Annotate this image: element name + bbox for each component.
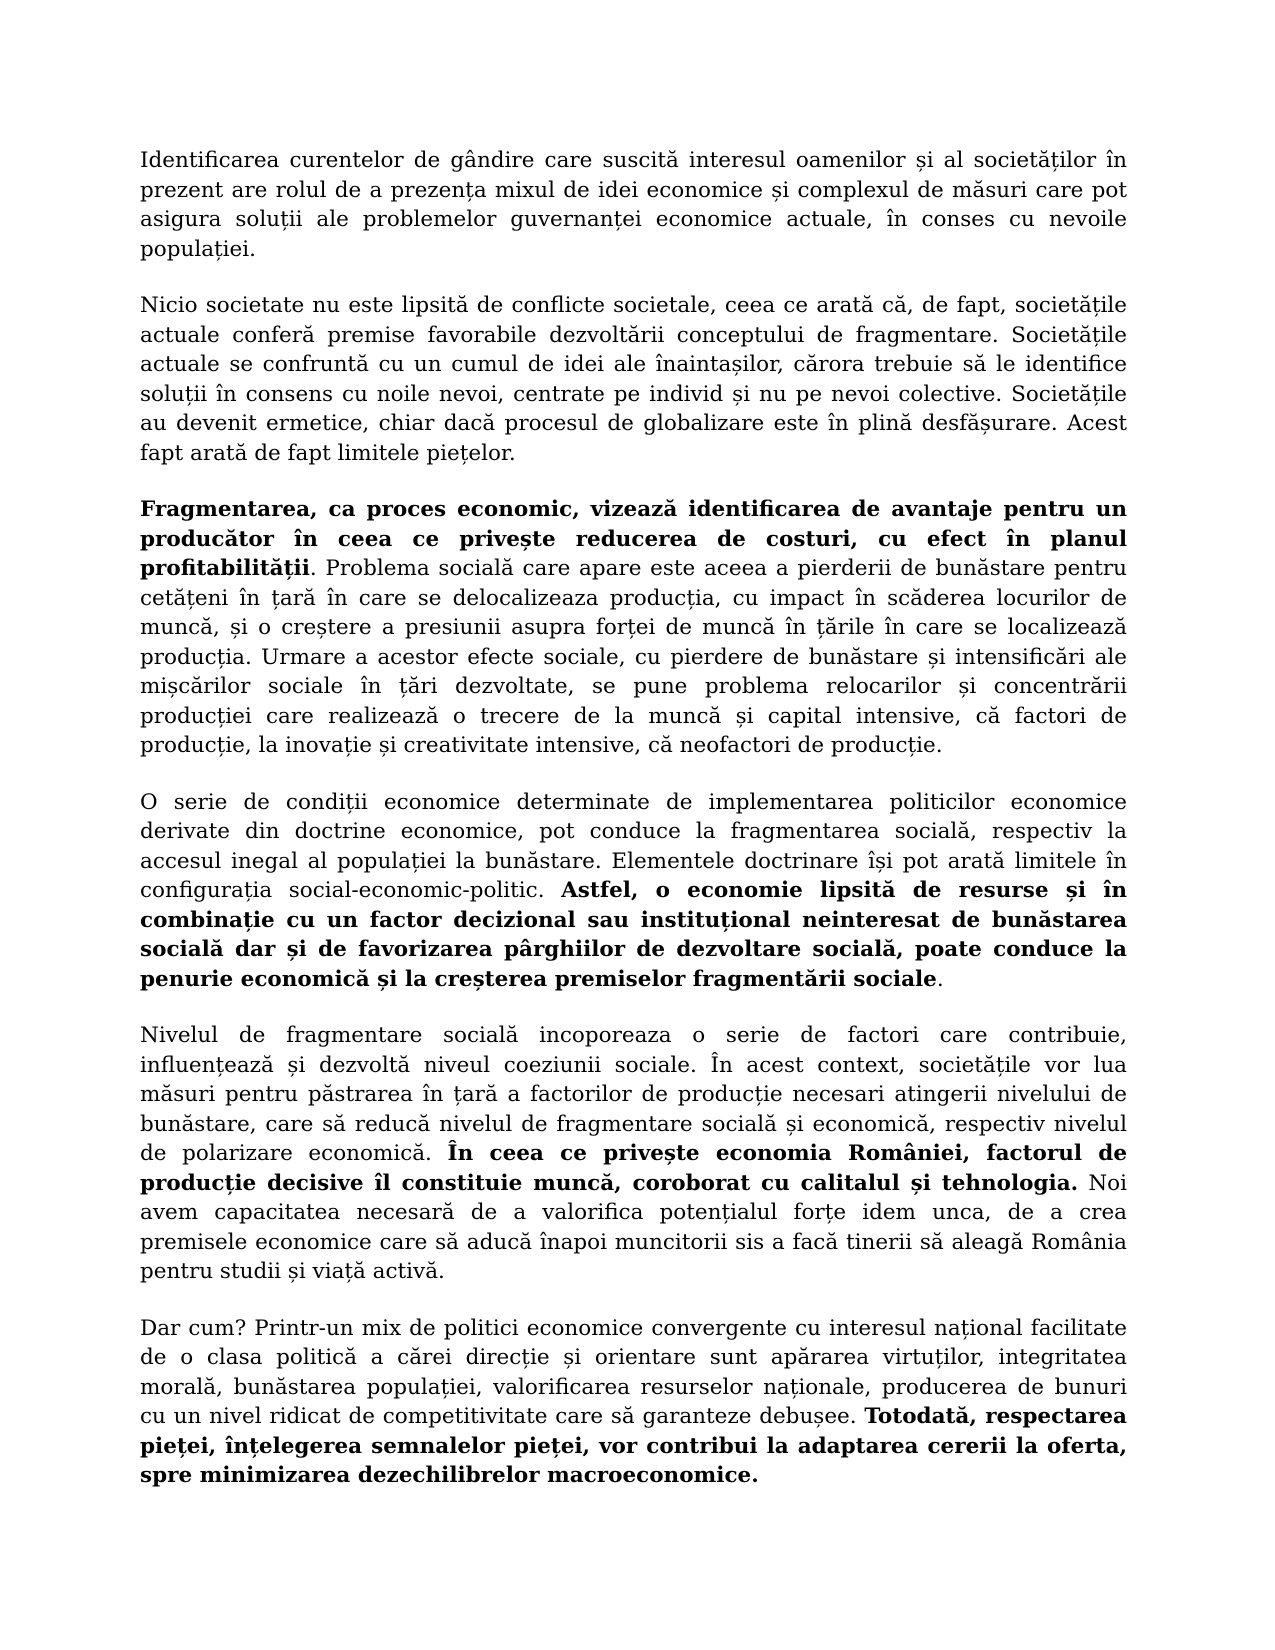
bold-text-run: Astfel, o economie lipsită de resurse și în combinație cu un factor decizional sau instituțional neinteresat de bunăstarea socială dar și de favorizarea pârghiilor de dezvoltare socială, poate conduce la penurie economică și la creșterea premiselor fragmentării sociale — [140, 878, 1128, 992]
paragraph-1 — [140, 146, 1127, 264]
paragraph-3 — [140, 495, 1127, 761]
document-body — [140, 146, 1127, 1491]
text-run: O serie de condiții economice determinate de implementarea politicilor economice derivate din doctrine economice, pot conduce la fragmentarea socială, respectiv la accesul inegal al populației la bunăstare. Elementele doctrinare își pot arată limitele în configurația social-economic-politic. — [140, 789, 1127, 903]
bold-text-run: Fragmentarea, ca proces economic, vizează identificarea de avantaje pentru un producător în ceea ce privește reducerea de costuri, cu efect în planul profitabilității — [140, 497, 1127, 581]
text-run: Nicio societate nu este lipsită de conflicte societale, ceea ce arată că, de fapt, societățile actuale conferă premise favorabile dezvoltării conceptului de fragmentare. Societățile actuale se confruntă cu un cumul de idei ale înaintașilor, cărora trebuie să le identifice soluții în consens cu noile nevoi, centrate pe individ și nu pe nevoi colective. Societățile au devenit ermetice, chiar dacă procesul de globalizare este în plină desfășurare. Acest fapt arată de fapt limitele piețelor. — [140, 293, 1127, 466]
paragraph-5 — [140, 1021, 1127, 1287]
bold-text-run: Totodată, respectarea pieței, înțelegerea semnalelor pieței, vor contribui la adaptarea cererii la oferta, spre minimizarea dezechilibrelor macroeconomice. — [140, 1404, 1127, 1488]
paragraph-2 — [140, 291, 1127, 468]
text-run: Nivelul de fragmentare socială incoporeaza o serie de factori care contribuie, influențează și dezvoltă niveul coeziunii sociale. În acest context, societățile vor lua măsuri pentru păstrarea în țară a factorilor de producție necesari atingerii nivelului de bunăstare, care să reducă nivelul de fragmentare socială și economică, respectiv nivelul de polarizare economică. — [140, 1023, 1127, 1166]
text-run: Dar cum? Printr-un mix de politici economice convergente cu interesul național facilitate de o clasa politică a cărei direcție și orientare sunt apărarea virtuților, integritatea morală, bunăstarea populației, valorificarea resurselor naționale, producerea de bunuri cu un nivel ridicat de competitivitate care să garanteze debușee. — [140, 1315, 1127, 1429]
paragraph-4 — [140, 788, 1127, 995]
paragraph-6 — [140, 1314, 1127, 1491]
bold-text-run: În ceea ce privește economia României, factorul de producție decisive îl constituie muncă, coroborat cu calitalul și tehnologia. — [140, 1141, 1127, 1196]
text-run: . — [936, 966, 944, 992]
text-run: Noi avem capacitatea necesară de a valorifica potențialul forțe idem unca, de a crea premisele economice care să aducă înapoi muncitorii sis a facă tinerii să aleagă România pentru studii și viață activă. — [140, 1170, 1128, 1284]
text-run: Identificarea curentelor de gândire care suscită interesul oamenilor și al societăților în prezent are rolul de a prezența mixul de idei economice și complexul de măsuri care pot asigura soluții ale problemelor guvernanței economice actuale, în conses cu nevoile populației. — [140, 148, 1127, 262]
text-run: . Problema socială care apare este aceea a pierderii de bunăstare pentru cetățeni în țară în care se delocalizeaza producția, cu impact în scăderea locurilor de muncă, și o creștere a presiunii asupra forței de muncă în țările în care se localizează producția. Urmare a acestor efecte sociale, cu pierdere de bunăstare și intensificări ale mișcărilor sociale în țări dezvoltate, se pune problema relocarilor și concentrării producției care realizează o trecere de la muncă și capital intensive, că factori de producție, la inovație și creativitate intensive, că neofactori de producție. — [140, 556, 1127, 758]
